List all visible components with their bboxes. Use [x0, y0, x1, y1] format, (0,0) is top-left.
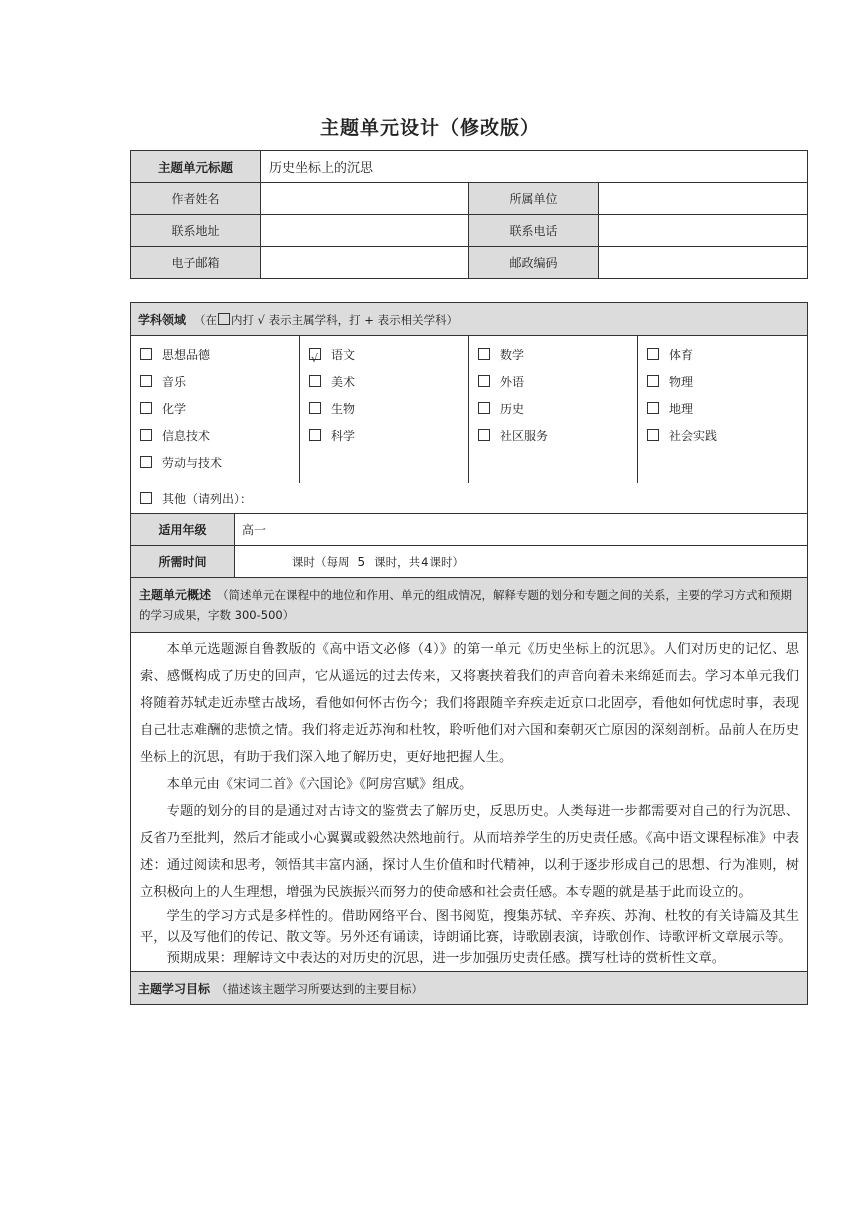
subject-column-2 [300, 336, 469, 484]
subject-item[interactable]: 体育 [647, 342, 807, 369]
subject-area-note-a: （在 [194, 312, 218, 327]
unit-org-label: 所属单位 [469, 183, 599, 215]
subject-column-4 [638, 336, 808, 484]
checkbox-icon[interactable] [309, 375, 321, 387]
subject-area-note-b: 内打 √ 表示主属学科，打 + 表示相关学科） [231, 312, 459, 327]
email-field[interactable] [261, 247, 469, 279]
checkbox-icon[interactable] [647, 348, 659, 360]
checkbox-icon[interactable] [309, 429, 321, 441]
subject-item[interactable]: 科学 [309, 423, 468, 450]
subject-area-header [131, 303, 808, 336]
address-field[interactable] [261, 215, 469, 247]
address-label: 联系地址 [131, 215, 261, 247]
checkbox-icon[interactable] [140, 402, 152, 414]
overview-paragraph: 专题的划分的目的是通过对古诗文的鉴赏去了解历史，反思历史。人类每进一步都需要对自己的行为沉思、反省乃至批判，然后才能或小心翼翼或毅然决然地前行。从而培养学生的历史责任感。《高中语文课程标准》中表述：通过阅读和思考，领悟其丰富内涵，探讨人生价值和时代精神，以利于逐步形成自己的思想、行为准则，树立积极向上的人生理想，增强为民族振兴而努力的使命感和社会责任感。本专题的就是基于此而设立的。 [140, 804, 800, 900]
phone-field[interactable] [599, 215, 808, 247]
learning-goals-note: （描述该主题学习所要达到的主要目标） [216, 981, 424, 996]
learning-goals-label: 主题学习目标 [138, 981, 211, 996]
subject-item[interactable]: 地理 [647, 396, 807, 423]
postcode-label: 邮政编码 [469, 247, 599, 279]
checkbox-icon[interactable] [140, 456, 152, 468]
subject-column-3 [469, 336, 638, 484]
subject-item[interactable]: 生物 [309, 396, 468, 423]
basic-info-table [130, 150, 808, 279]
unit-org-field[interactable] [599, 183, 808, 215]
unit-title-label: 主题单元标题 [131, 151, 261, 183]
page-title: 主题单元设计（修改版） [319, 117, 540, 139]
checkbox-icon[interactable] [140, 429, 152, 441]
subject-item[interactable]: 历史 [478, 396, 637, 423]
overview-paragraph: 学生的学习方式是多样性的。借助网络平台、图书阅览，搜集苏轼、辛弃疾、苏洵、杜牧的有关诗篇及其生平，以及写他们的传记、散文等。另外还有诵读，诗朗诵比赛，诗歌剧表演，诗歌创作、诗歌评析文章展示等。 [140, 909, 800, 945]
subject-item[interactable]: 外语 [478, 369, 637, 396]
unit-title-value[interactable]: 历史坐标上的沉思 [261, 151, 808, 183]
subject-item[interactable]: 美术 [309, 369, 468, 396]
checkbox-icon[interactable] [140, 492, 152, 504]
subject-other-label: 其他（请列出）： [162, 491, 253, 506]
overview-header [131, 578, 808, 633]
checkbox-icon[interactable] [140, 348, 152, 360]
checkbox-checked-icon[interactable] [309, 348, 321, 360]
subject-item[interactable]: 信息技术 [140, 423, 299, 450]
checkbox-icon[interactable] [309, 402, 321, 414]
time-value[interactable]: 课时（每周 5 课时，共4课时） [235, 546, 808, 578]
email-label: 电子邮箱 [131, 247, 261, 279]
overview-content[interactable] [131, 633, 808, 972]
checkbox-icon[interactable] [647, 402, 659, 414]
subject-other-row[interactable] [131, 483, 808, 514]
design-table [130, 302, 808, 1005]
overview-paragraph: 预期成果：理解诗文中表达的对历史的沉思，进一步加强历史责任感。撰写杜诗的赏析性文章。 [166, 951, 726, 966]
subject-item[interactable]: 社区服务 [478, 423, 637, 450]
author-field[interactable] [261, 183, 469, 215]
checkbox-icon[interactable] [478, 429, 490, 441]
checkbox-icon[interactable] [647, 375, 659, 387]
subject-area-label: 学科领域 [138, 312, 187, 327]
overview-label: 主题单元概述 [139, 588, 212, 602]
subject-item[interactable]: 数学 [478, 342, 637, 369]
phone-label: 联系电话 [469, 215, 599, 247]
checkbox-icon[interactable] [140, 375, 152, 387]
subject-column-1 [131, 336, 300, 484]
time-label: 所需时间 [131, 546, 235, 578]
subject-item-chinese[interactable]: √语文 [309, 342, 468, 369]
overview-note: （简述单元在课程中的地位和作用、单元的组成情况，解释专题的划分和专题之间的关系，主要的学习方式和预期的学习成果，字数 300-500） [139, 588, 793, 622]
overview-paragraph: 本单元由《宋词二首》《六国论》《阿房宫赋》组成。 [166, 777, 473, 792]
subject-item[interactable]: 化学 [140, 396, 299, 423]
overview-paragraph: 本单元选题源自鲁教版的《高中语文必修（4）》的第一单元《历史坐标上的沉思》。人们对历史的记忆、思索、感慨构成了历史的回声，它从遥远的过去传来，又将裹挟着我们的声音向着未来绵延而去。学习本单元我们将随着苏轼走近赤壁古战场，看他如何怀古伤今；我们将跟随辛弃疾走近京口北固亭，看他如何忧虑时事，表现自己壮志难酬的悲愤之情。我们将走近苏洵和杜牧，聆听他们对六国和秦朝灭亡原因的深刻剖析。品前人在历史坐标上的沉思，有助于我们深入地了解历史，更好地把握人生。 [140, 642, 800, 765]
subject-item[interactable]: 社会实践 [647, 423, 807, 450]
checkbox-icon[interactable] [478, 375, 490, 387]
per-week-hours: 5 [357, 554, 366, 569]
checkbox-glyph-icon [218, 313, 230, 325]
checkbox-icon[interactable] [478, 402, 490, 414]
postcode-field[interactable] [599, 247, 808, 279]
subject-item[interactable]: 劳动与技术 [140, 450, 299, 477]
subject-item[interactable]: 物理 [647, 369, 807, 396]
subject-item[interactable]: 思想品德 [140, 342, 299, 369]
grade-label: 适用年级 [131, 514, 235, 546]
checkbox-icon[interactable] [647, 429, 659, 441]
checkbox-icon[interactable] [478, 348, 490, 360]
learning-goals-header [131, 972, 808, 1005]
subject-item[interactable]: 音乐 [140, 369, 299, 396]
total-hours: 4 [421, 554, 429, 569]
author-label: 作者姓名 [131, 183, 261, 215]
grade-value[interactable]: 高一 [235, 514, 808, 546]
